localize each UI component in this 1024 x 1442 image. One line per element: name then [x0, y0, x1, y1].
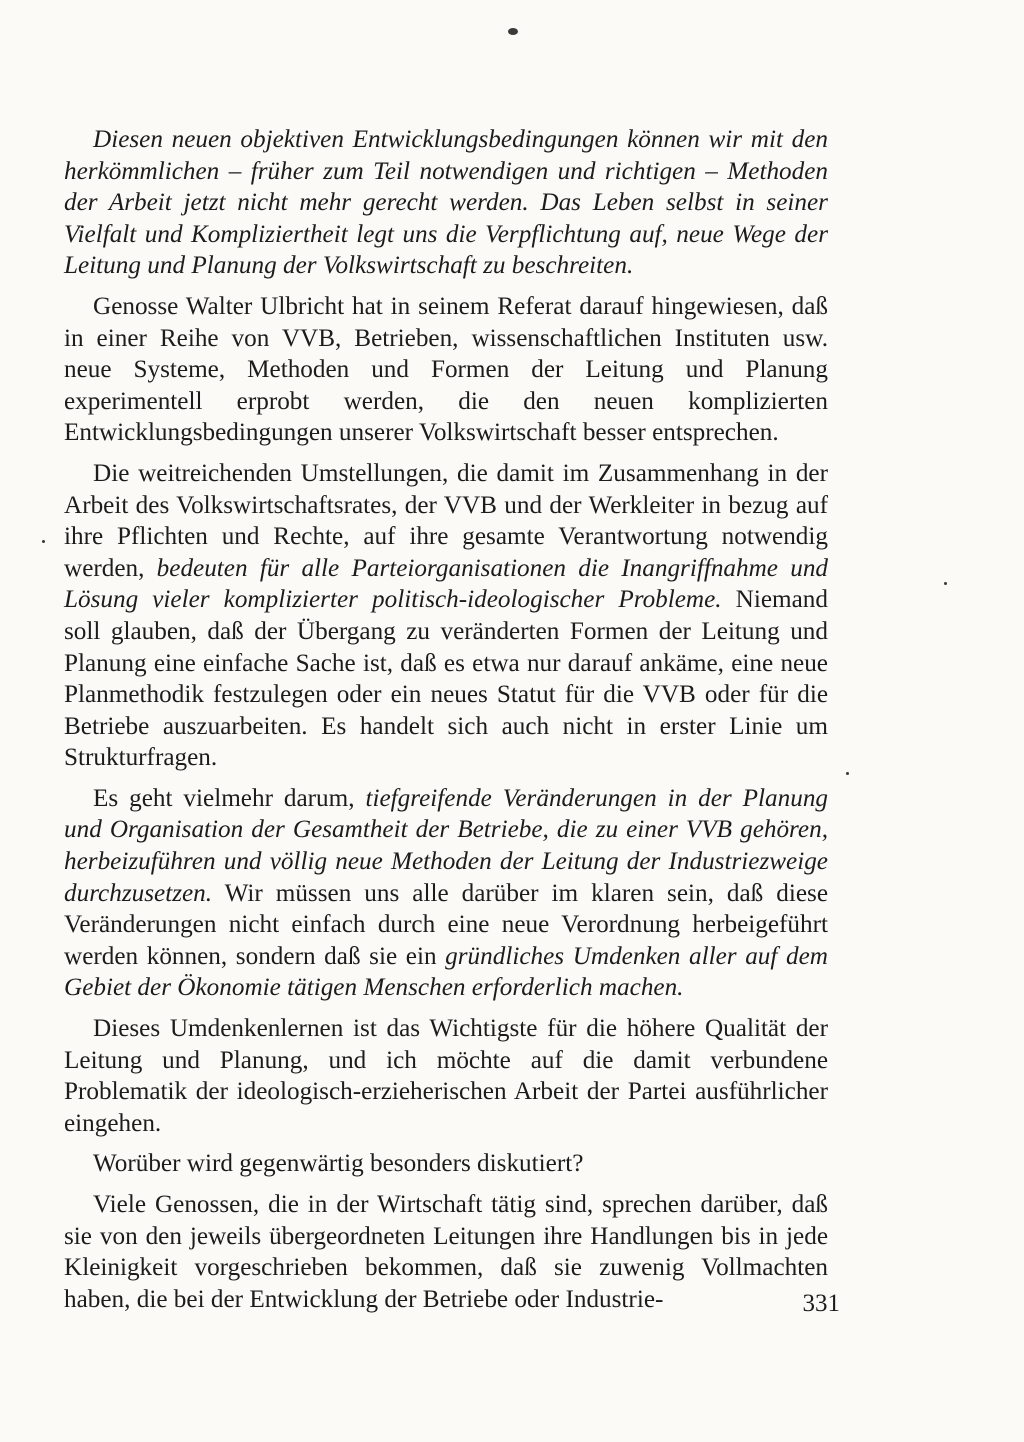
paragraph-3-segment-1: Die weitreichenden Umstellungen, die damit im Zusammenhang in der Arbeit des Volkswirtschaftsrates, der VVB und der Werkleiter in bezug auf ihre Pflichten und Rechte, auf ihre gesamte Verantwortung notwendig werden,: [64, 459, 828, 582]
paragraph-2: [64, 291, 828, 449]
paragraph-7-segment-1: Viele Genossen, die in der Wirtschaft tätig sind, sprechen darüber, daß sie von den jeweils übergeordneten Leitungen ihre Handlungen bis in jede Kleinigkeit vorgeschrieben bekommen, daß sie zuwenig Vollmachten haben, die bei der Entwicklung der Betriebe oder Industrie-: [64, 1191, 828, 1313]
paragraph-1-segment-1: Diesen neuen objektiven Entwicklungsbedingungen können wir mit den herkömmlichen – früher zum Teil notwendigen und richtigen – Methoden der Arbeit jetzt nicht mehr gerecht werden. Das Leben selbst in seiner Vielfalt und Kompliziertheit legt uns die Verpflichtung auf, neue Wege der Leitung und Planung der Volkswirtschaft zu beschreiten.: [64, 126, 828, 280]
body-text: [64, 124, 828, 1324]
paragraph-4: [64, 783, 828, 1004]
scan-speck: [944, 582, 947, 585]
scan-speck: [42, 540, 45, 543]
paragraph-4-segment-3: Wir müssen uns alle darüber im klaren sein, daß diese Veränderungen nicht einfach durch eine neue Verordnung herbeigeführt werden können, sondern daß sie ein: [64, 879, 828, 970]
paragraph-6: [64, 1148, 828, 1180]
scan-speck: [846, 772, 849, 775]
paragraph-5-segment-1: Dieses Umdenkenlernen ist das Wichtigste für die höhere Qualität der Leitung und Planung, und ich möchte auf die damit verbundene Problematik der ideologisch-erzieherischen Arbeit der Partei ausführlicher eingehen.: [64, 1015, 828, 1137]
paragraph-4-segment-1: Es geht vielmehr darum,: [93, 784, 366, 812]
page-number: 331: [802, 1290, 840, 1317]
scan-speck: [508, 28, 518, 35]
paragraph-3-segment-3: Niemand soll glauben, daß der Übergang zu veränderten Formen der Leitung und Planung eine einfache Sache ist, daß es etwa nur darauf ankäme, eine neue Planmethodik festzulegen oder ein neues Statut für die VVB oder für die Betriebe auszuarbeiten. Es handelt sich auch nicht in erster Linie um Strukturfragen.: [64, 586, 828, 772]
paragraph-4-segment-4: gründliches Umdenken aller auf dem Gebiet der Ökonomie tätigen Menschen erforderlich machen.: [64, 942, 828, 1002]
paragraph-5: [64, 1013, 828, 1139]
paragraph-7: [64, 1189, 828, 1315]
paragraph-3-segment-2: bedeuten für alle Parteiorganisationen die Inangriffnahme und Lösung vieler komplizierter politisch-ideologischer Probleme.: [64, 554, 829, 614]
paragraph-3: [64, 458, 828, 774]
paragraph-2-segment-1: Genosse Walter Ulbricht hat in seinem Referat darauf hingewiesen, daß in einer Reihe von VVB, Betrieben, wissenschaftlichen Instituten usw. neue Systeme, Methoden und Formen der Leitung und Planung experimentell erprobt werden, die den neuen komplizierten Entwicklungsbedingungen unserer Volkswirtschaft besser entsprechen.: [64, 292, 828, 447]
paragraph-6-segment-1: Worüber wird gegenwärtig besonders diskutiert?: [93, 1150, 584, 1178]
paragraph-4-segment-2: tiefgreifende Veränderungen in der Planung und Organisation der Gesamtheit der Betriebe, die zu einer VVB gehören, herbeizuführen und völlig neue Methoden der Leitung der Industriezweige durchzusetzen.: [64, 784, 829, 907]
paragraph-1: [64, 124, 828, 282]
